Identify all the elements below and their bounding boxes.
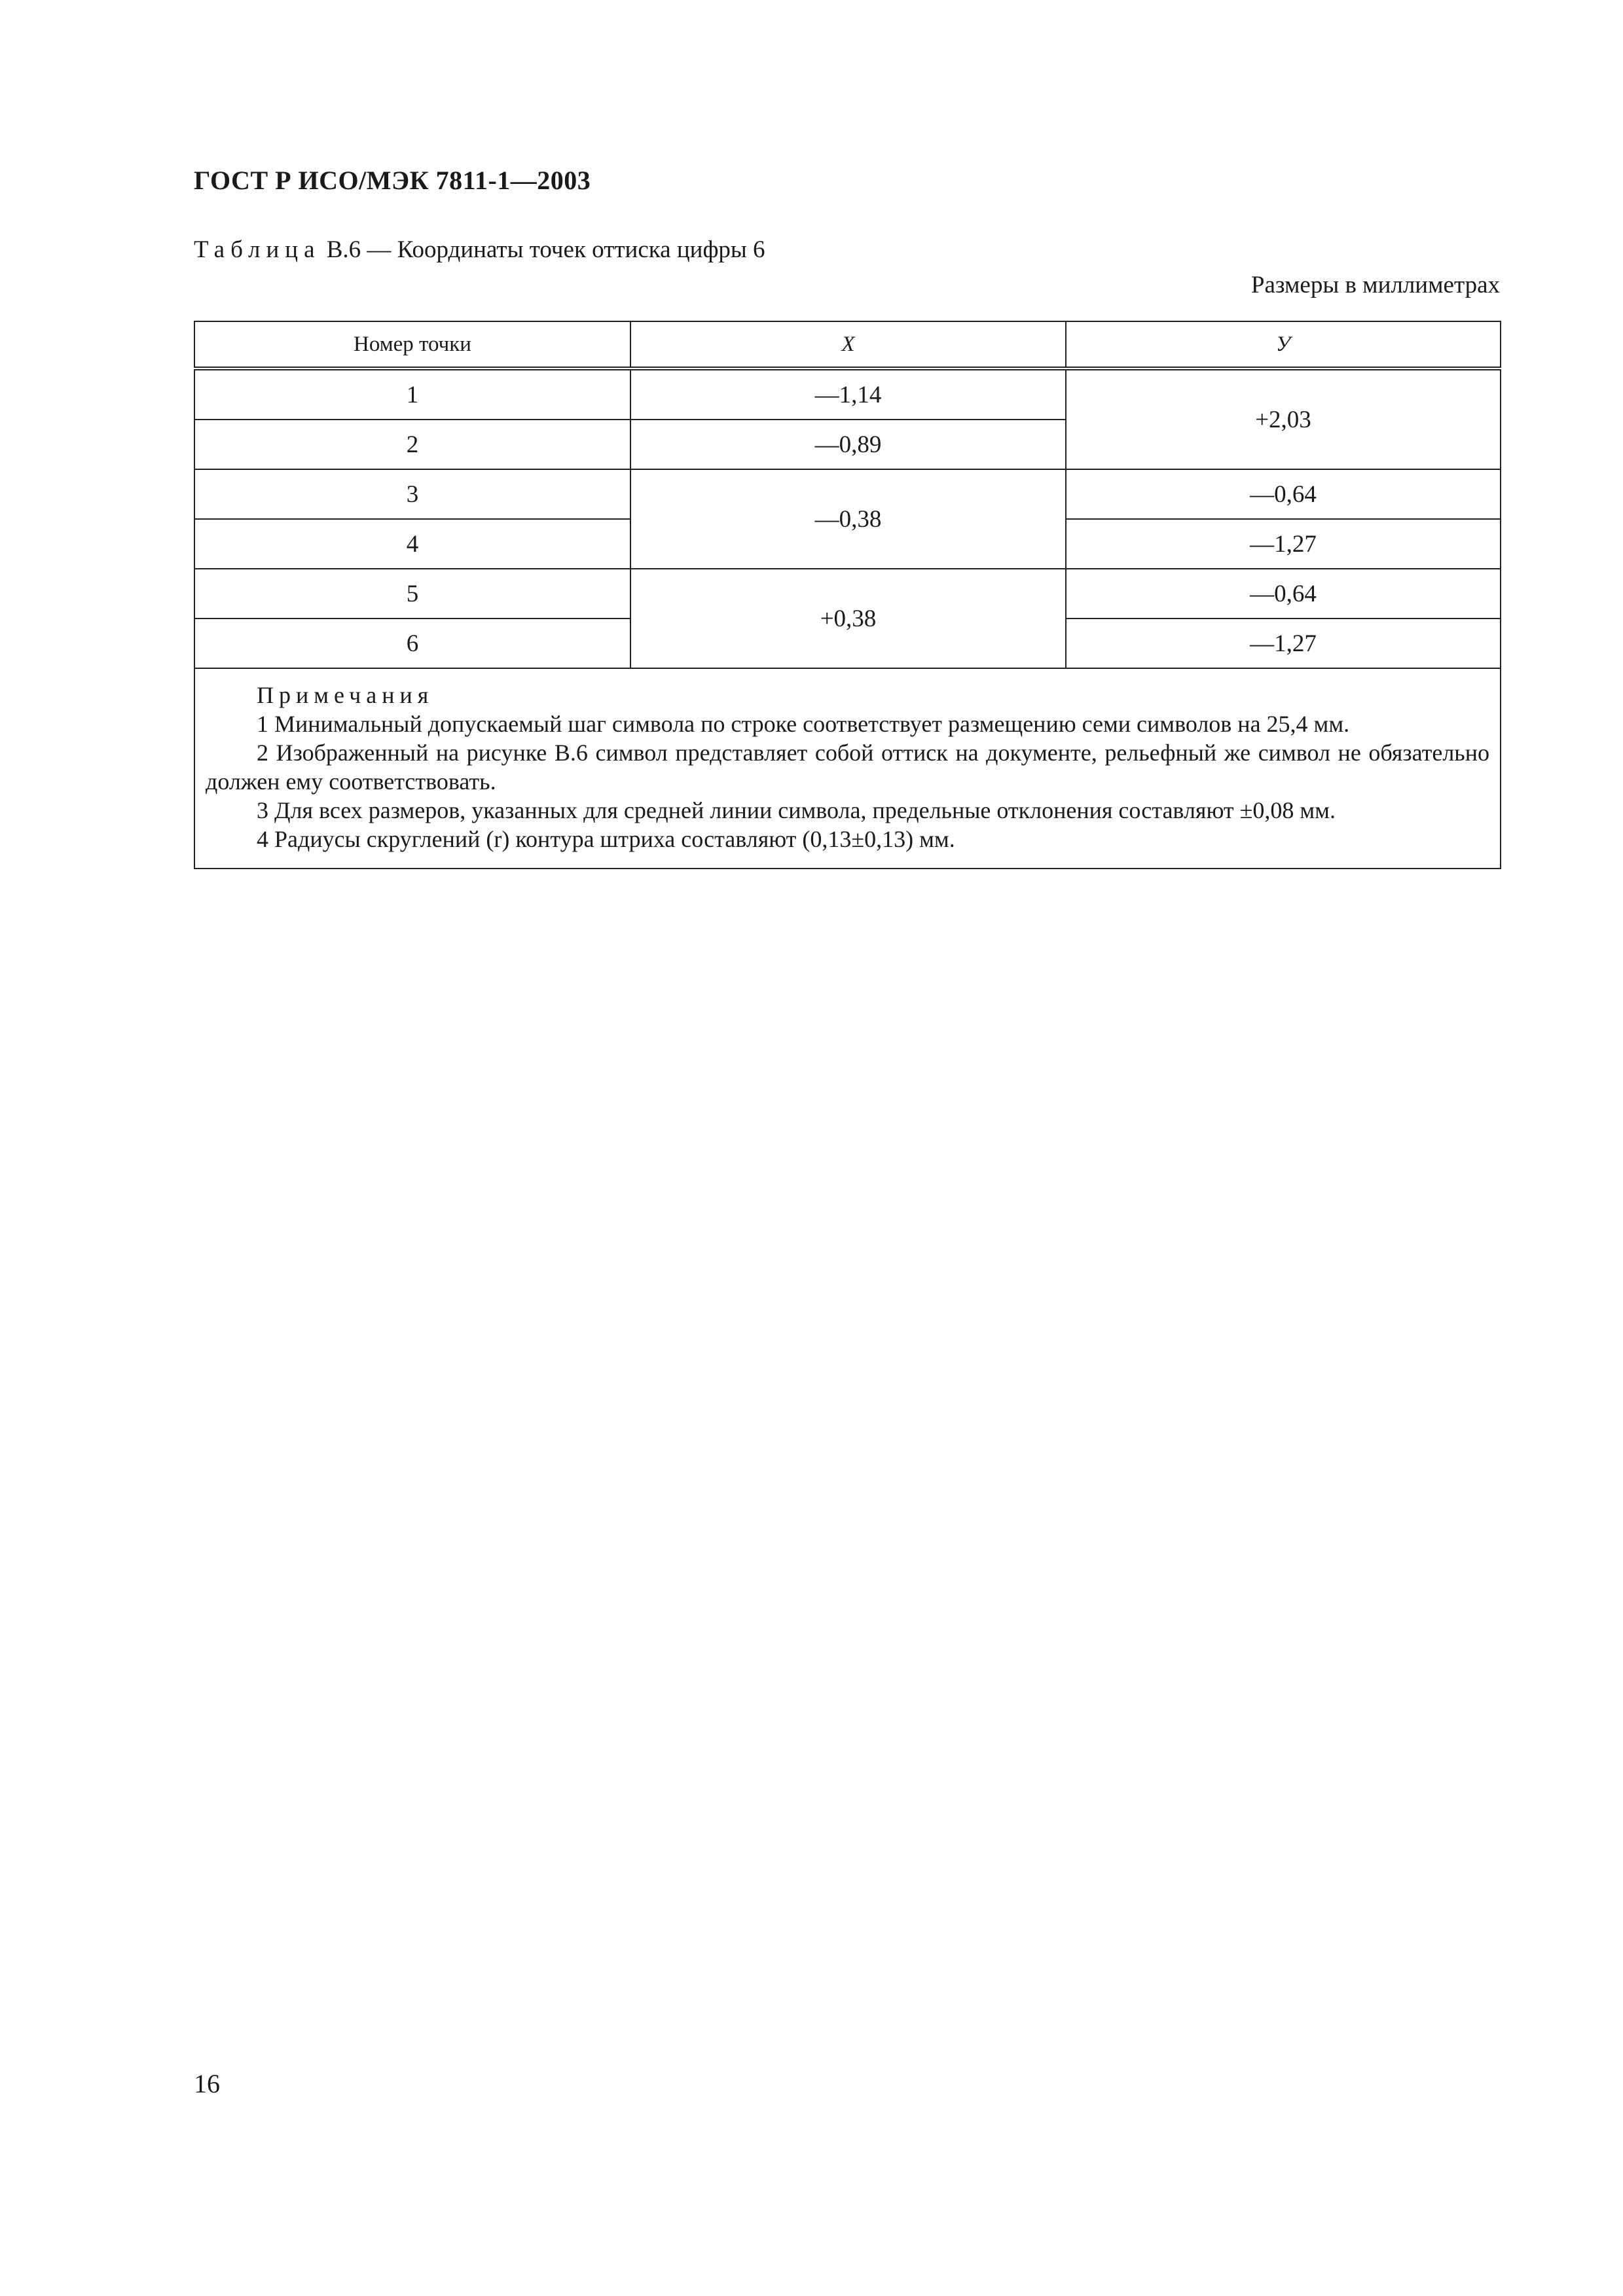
table-caption-label: Таблица	[194, 236, 321, 263]
notes-title: Примечания	[257, 682, 434, 708]
cell-x: +0,38	[630, 569, 1066, 668]
cell-point: 3	[194, 469, 630, 519]
table-row	[194, 569, 1501, 619]
note-item: 3 Для всех размеров, указанных для средней линии символа, предельные отклонения составляют ±0,08 мм.	[257, 797, 1336, 823]
coordinates-table	[194, 321, 1501, 869]
notes-row	[194, 668, 1501, 869]
note-item: 2 Изображенный на рисунке В.6 символ представляет собой оттиск на документе, рельефный же символ не обязательно должен ему соответствовать.	[206, 740, 1489, 795]
cell-y: —0,64	[1066, 469, 1501, 519]
table-row	[194, 469, 1501, 519]
table-caption	[194, 236, 765, 264]
cell-y: +2,03	[1066, 368, 1501, 469]
cell-y: —1,27	[1066, 619, 1501, 668]
table-row	[194, 368, 1501, 420]
notes-cell	[194, 668, 1501, 869]
note-item: 4 Радиусы скруглений (r) контура штриха составляют (0,13±0,13) мм.	[257, 826, 955, 852]
cell-y: —0,64	[1066, 569, 1501, 619]
cell-point: 1	[194, 368, 630, 420]
cell-point: 6	[194, 619, 630, 668]
cell-point: 5	[194, 569, 630, 619]
cell-point: 4	[194, 519, 630, 569]
cell-x: —0,38	[630, 469, 1066, 569]
note-item: 1 Минимальный допускаемый шаг символа по строке соответствует размещению семи символов на 25,4 мм.	[257, 711, 1350, 737]
column-header-x: X	[630, 321, 1066, 368]
cell-point: 2	[194, 420, 630, 469]
cell-x: —1,14	[630, 368, 1066, 420]
table-header-row	[194, 321, 1501, 368]
cell-y: —1,27	[1066, 519, 1501, 569]
document-code: ГОСТ Р ИСО/МЭК 7811-1—2003	[194, 166, 591, 195]
cell-x: —0,89	[630, 420, 1066, 469]
table-caption-text: В.6 — Координаты точек оттиска цифры 6	[320, 236, 765, 263]
units-note: Размеры в миллиметрах	[1250, 272, 1500, 298]
column-header-point: Номер точки	[194, 321, 630, 368]
column-header-y: У	[1066, 321, 1501, 368]
page-number: 16	[194, 2069, 220, 2098]
